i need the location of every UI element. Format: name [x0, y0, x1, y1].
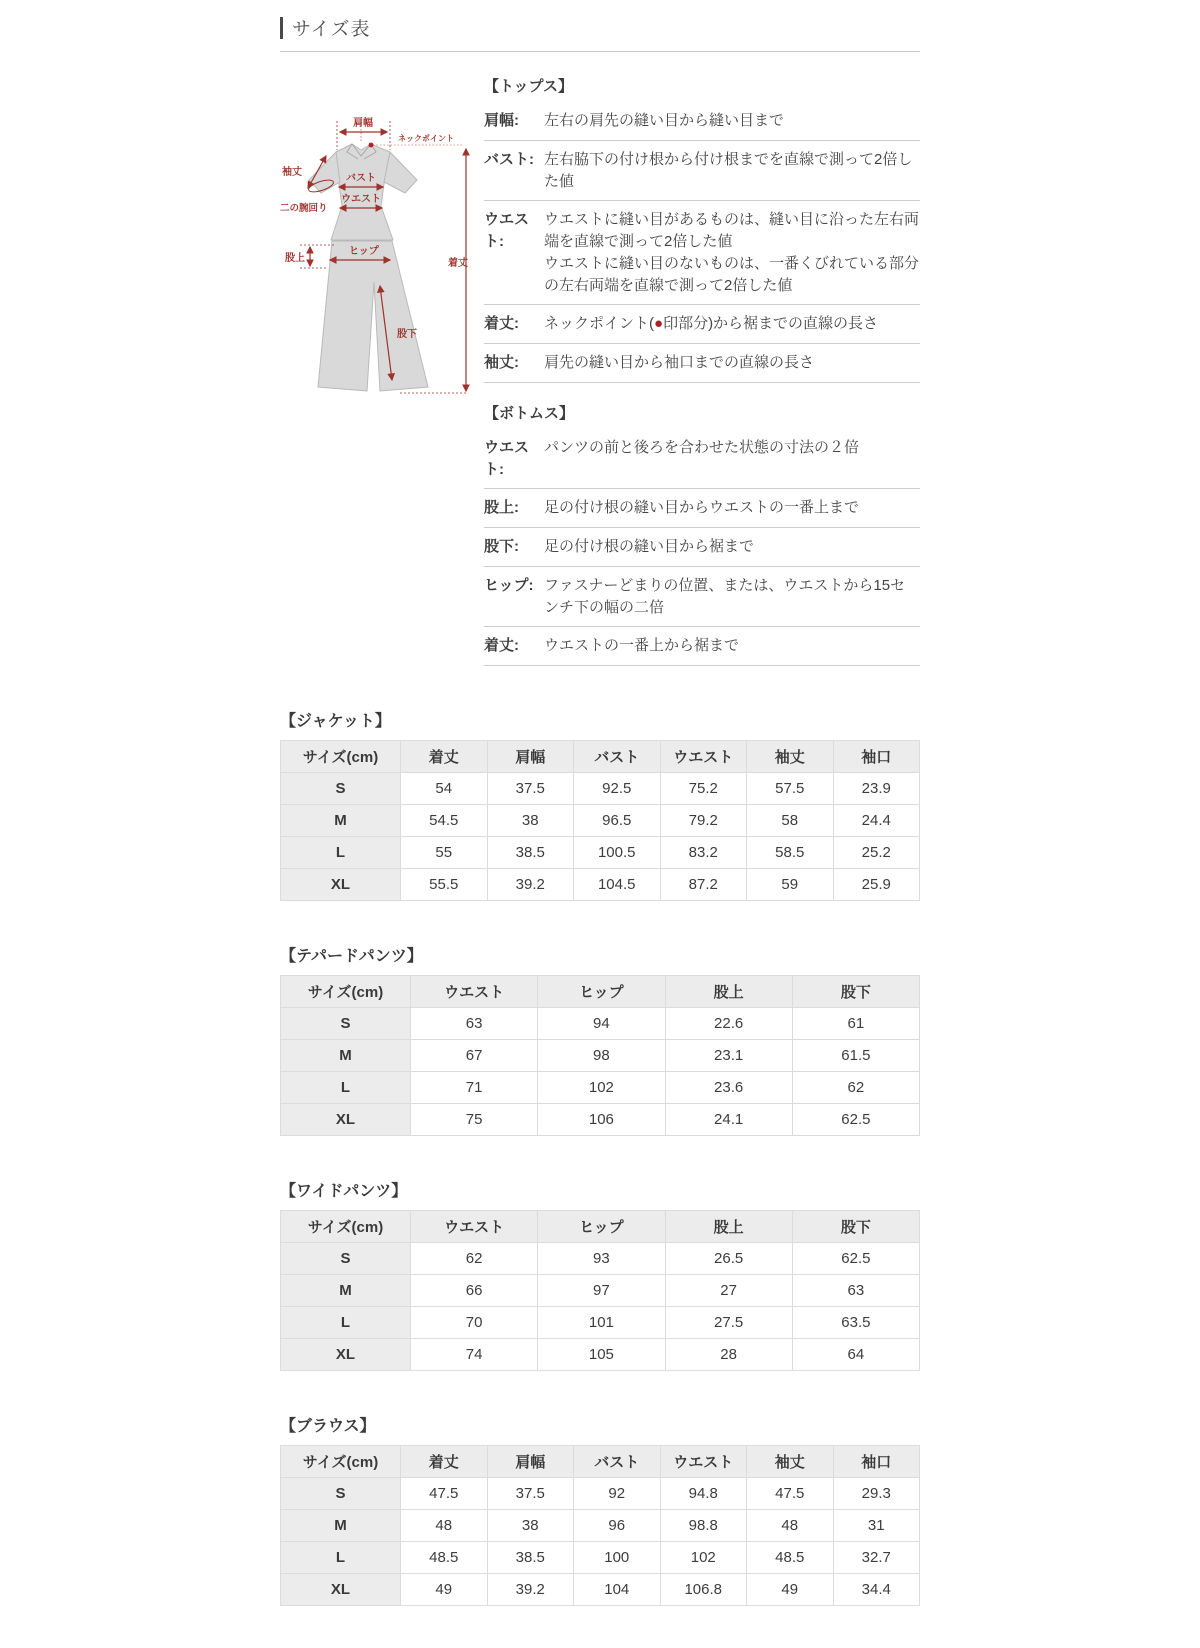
- wide-pants-size-table: [280, 1210, 920, 1371]
- measurement-cell: 96.5: [574, 805, 661, 837]
- measurement-cell: 102: [538, 1072, 665, 1104]
- measurement-diagram: [280, 70, 480, 666]
- measurement-cell: 22.6: [665, 1008, 792, 1040]
- measurement-column-header: ウエスト: [411, 976, 538, 1008]
- measurement-cell: 25.9: [833, 869, 920, 901]
- size-column-header: サイズ(cm): [281, 741, 401, 773]
- measurement-cell: 38: [487, 1510, 574, 1542]
- def-body-length-tops: [484, 305, 920, 344]
- measurement-column-header: 股下: [792, 976, 919, 1008]
- def-desc: ファスナーどまりの位置、または、ウエストから15センチ下の幅の二倍: [544, 576, 906, 616]
- measurement-cell: 96: [574, 1510, 661, 1542]
- measurement-column-header: 袖丈: [747, 741, 834, 773]
- def-term: 肩幅:: [484, 112, 519, 129]
- pants-silhouette: [318, 241, 428, 391]
- def-shoulder-width: [484, 102, 920, 141]
- diagram-label-body-length: 着丈: [448, 258, 468, 269]
- measurement-cell: 75.2: [660, 773, 747, 805]
- diagram-label-neck-point: ネックポイント: [398, 134, 454, 143]
- measurement-cell: 106.8: [660, 1574, 747, 1606]
- def-waist-tops: [484, 201, 920, 305]
- measurement-cell: 74: [411, 1339, 538, 1371]
- size-row-label: S: [281, 1008, 411, 1040]
- measurement-cell: 75: [411, 1104, 538, 1136]
- size-row-m: [281, 805, 920, 837]
- size-row-l: [281, 837, 920, 869]
- measurement-cell: 63.5: [792, 1307, 919, 1339]
- def-term: 袖丈:: [484, 354, 519, 371]
- measurement-cell: 54: [401, 773, 488, 805]
- def-desc: 左右脇下の付け根から付け根までを直線で測って2倍した値: [544, 150, 913, 190]
- size-row-label: L: [281, 837, 401, 869]
- def-inseam: [484, 528, 920, 567]
- def-desc-part: 印部分)から裾までの直線の長さ: [663, 315, 879, 333]
- def-desc: ウエストの一番上から裾まで: [544, 637, 740, 655]
- size-row-s: [281, 1243, 920, 1275]
- size-row-l: [281, 1307, 920, 1339]
- diagram-label-shoulder-width: 肩幅: [353, 118, 373, 129]
- def-desc: パンツの前と後ろを合わせた状態の寸法の２倍: [544, 438, 860, 456]
- measurement-cell: 71: [411, 1072, 538, 1104]
- measurement-column-header: バスト: [574, 1446, 661, 1478]
- measurement-column-header: ヒップ: [538, 976, 665, 1008]
- measurement-cell: 92: [574, 1478, 661, 1510]
- measurement-cell: 39.2: [487, 1574, 574, 1606]
- measurement-cell: 100.5: [574, 837, 661, 869]
- measurement-cell: 24.1: [665, 1104, 792, 1136]
- size-row-label: M: [281, 1275, 411, 1307]
- measurement-column-header: 着丈: [401, 1446, 488, 1478]
- diagram-label-upper-arm: 二の腕回り: [280, 203, 328, 214]
- measurement-cell: 94.8: [660, 1478, 747, 1510]
- blouse-table-block: [280, 1413, 920, 1606]
- measurement-column-header: ヒップ: [538, 1211, 665, 1243]
- red-dot-marker: ●: [654, 315, 664, 333]
- def-term: 着丈:: [484, 315, 519, 333]
- size-row-label: S: [281, 773, 401, 805]
- diagram-label-rise: 股上: [285, 253, 305, 264]
- size-row-s: [281, 773, 920, 805]
- tapered-pants-size-table: [280, 975, 920, 1136]
- jacket-table-block: [280, 708, 920, 901]
- size-row-xl: [281, 1104, 920, 1136]
- size-tables-section: [280, 708, 920, 1606]
- def-desc: [544, 209, 920, 296]
- size-row-label: L: [281, 1072, 411, 1104]
- measurement-cell: 106: [538, 1104, 665, 1136]
- size-row-m: [281, 1510, 920, 1542]
- measurement-cell: 55: [401, 837, 488, 869]
- measurement-cell: 48: [747, 1510, 834, 1542]
- measurement-cell: 27: [665, 1275, 792, 1307]
- measurement-column-header: 肩幅: [487, 741, 574, 773]
- page-header: [280, 14, 920, 52]
- measurement-cell: 61.5: [792, 1040, 919, 1072]
- measurement-cell: 27.5: [665, 1307, 792, 1339]
- size-row-label: XL: [281, 1574, 401, 1606]
- size-row-m: [281, 1040, 920, 1072]
- size-row-label: XL: [281, 1104, 411, 1136]
- measurement-cell: 23.9: [833, 773, 920, 805]
- size-row-label: XL: [281, 869, 401, 901]
- size-row-xl: [281, 1339, 920, 1371]
- right-sleeve: [384, 152, 417, 193]
- measurement-cell: 63: [411, 1008, 538, 1040]
- measurement-cell: 100: [574, 1542, 661, 1574]
- top-silhouette: [331, 144, 393, 240]
- measurement-cell: 64: [792, 1339, 919, 1371]
- size-row-m: [281, 1275, 920, 1307]
- measurement-cell: 39.2: [487, 869, 574, 901]
- measurement-cell: 49: [401, 1574, 488, 1606]
- def-bust: [484, 141, 920, 202]
- measurement-cell: 49: [747, 1574, 834, 1606]
- def-term: バスト:: [484, 150, 534, 168]
- measurement-column-header: 肩幅: [487, 1446, 574, 1478]
- table-title-wide-pants: 【ワイドパンツ】: [280, 1183, 408, 1200]
- measurement-cell: 94: [538, 1008, 665, 1040]
- measurement-cell: 26.5: [665, 1243, 792, 1275]
- measurement-cell: 34.4: [833, 1574, 920, 1606]
- size-column-header: サイズ(cm): [281, 976, 411, 1008]
- measurement-cell: 25.2: [833, 837, 920, 869]
- measurement-cell: 67: [411, 1040, 538, 1072]
- measurement-cell: 102: [660, 1542, 747, 1574]
- measurement-definitions: [484, 70, 920, 666]
- measurement-cell: 87.2: [660, 869, 747, 901]
- measurement-cell: 58.5: [747, 837, 834, 869]
- measurement-cell: 29.3: [833, 1478, 920, 1510]
- header-row: [281, 741, 920, 773]
- size-column-header: サイズ(cm): [281, 1446, 401, 1478]
- measurement-cell: 38.5: [487, 1542, 574, 1574]
- size-row-l: [281, 1072, 920, 1104]
- title-accent-bar: [280, 17, 283, 39]
- measurement-guide-section: [280, 70, 920, 666]
- measurement-cell: 23.6: [665, 1072, 792, 1104]
- measurement-cell: 98: [538, 1040, 665, 1072]
- diagram-label-bust: バスト: [346, 173, 376, 184]
- measurement-cell: 63: [792, 1275, 919, 1307]
- size-row-xl: [281, 869, 920, 901]
- def-term: 股上:: [484, 499, 519, 517]
- measurement-column-header: 股下: [792, 1211, 919, 1243]
- def-desc: 肩先の縫い目から袖口までの直線の長さ: [544, 354, 815, 371]
- header-row: [281, 976, 920, 1008]
- measurement-column-header: 股上: [665, 1211, 792, 1243]
- def-sleeve-length: [484, 344, 920, 383]
- def-term: 着丈:: [484, 637, 519, 655]
- measurement-cell: 97: [538, 1275, 665, 1307]
- measurement-cell: 61: [792, 1008, 919, 1040]
- size-row-s: [281, 1008, 920, 1040]
- measurement-cell: 47.5: [747, 1478, 834, 1510]
- measurement-cell: 24.4: [833, 805, 920, 837]
- size-row-label: L: [281, 1307, 411, 1339]
- measurement-cell: 101: [538, 1307, 665, 1339]
- size-row-label: M: [281, 1040, 411, 1072]
- measurement-cell: 66: [411, 1275, 538, 1307]
- size-row-xl: [281, 1574, 920, 1606]
- bottoms-definition-list: [484, 429, 920, 666]
- measurement-cell: 70: [411, 1307, 538, 1339]
- measurement-cell: 62: [411, 1243, 538, 1275]
- garment-diagram-svg: [280, 110, 480, 402]
- neck-point-dot: [369, 143, 374, 148]
- size-row-label: M: [281, 1510, 401, 1542]
- def-desc: [544, 313, 920, 335]
- measurement-column-header: バスト: [574, 741, 661, 773]
- measurement-cell: 32.7: [833, 1542, 920, 1574]
- def-desc: 左右の肩先の縫い目から縫い目まで: [544, 112, 785, 129]
- measurement-cell: 55.5: [401, 869, 488, 901]
- tops-definition-list: [484, 102, 920, 383]
- measurement-cell: 59: [747, 869, 834, 901]
- measurement-cell: 104: [574, 1574, 661, 1606]
- wide-pants-table-block: [280, 1178, 920, 1371]
- header-row: [281, 1211, 920, 1243]
- measurement-cell: 37.5: [487, 1478, 574, 1510]
- def-rise: [484, 489, 920, 528]
- measurement-cell: 47.5: [401, 1478, 488, 1510]
- size-row-s: [281, 1478, 920, 1510]
- size-row-l: [281, 1542, 920, 1574]
- def-term: 股下:: [484, 538, 519, 555]
- table-title-jacket: 【ジャケット】: [280, 713, 391, 730]
- measurement-cell: 48: [401, 1510, 488, 1542]
- size-row-label: L: [281, 1542, 401, 1574]
- diagram-label-hip: ヒップ: [349, 246, 379, 257]
- page-title: サイズ表: [292, 19, 371, 40]
- blouse-size-table: [280, 1445, 920, 1606]
- def-desc: 足の付け根の縫い目からウエストの一番上まで: [544, 499, 860, 517]
- measurement-cell: 48.5: [747, 1542, 834, 1574]
- def-desc-part: ネックポイント(: [544, 315, 654, 333]
- tops-heading: 【トップス】: [484, 78, 573, 95]
- def-desc-line: ウエストに縫い目があるものは、縫い目に沿った左右両端を直線で測って2倍した値: [544, 211, 920, 250]
- measurement-cell: 83.2: [660, 837, 747, 869]
- measurement-cell: 38: [487, 805, 574, 837]
- measurement-cell: 62.5: [792, 1243, 919, 1275]
- size-row-label: S: [281, 1478, 401, 1510]
- measurement-cell: 57.5: [747, 773, 834, 805]
- diagram-label-inseam: 股下: [397, 329, 417, 340]
- def-desc: 足の付け根の縫い目から裾まで: [544, 538, 755, 555]
- size-row-label: XL: [281, 1339, 411, 1371]
- measurement-column-header: ウエスト: [411, 1211, 538, 1243]
- measurement-cell: 79.2: [660, 805, 747, 837]
- def-waist-bottoms: [484, 429, 920, 490]
- def-hip: [484, 567, 920, 628]
- measurement-cell: 105: [538, 1339, 665, 1371]
- measurement-cell: 62.5: [792, 1104, 919, 1136]
- size-row-label: S: [281, 1243, 411, 1275]
- measurement-cell: 62: [792, 1072, 919, 1104]
- bottoms-heading: 【ボトムス】: [484, 404, 575, 422]
- table-title-blouse: 【ブラウス】: [280, 1418, 376, 1435]
- measurement-cell: 28: [665, 1339, 792, 1371]
- def-body-length-bottoms: [484, 627, 920, 666]
- measurement-column-header: 袖口: [833, 1446, 920, 1478]
- measurement-cell: 23.1: [665, 1040, 792, 1072]
- jacket-size-table: [280, 740, 920, 901]
- measurement-column-header: ウエスト: [660, 741, 747, 773]
- measurement-cell: 48.5: [401, 1542, 488, 1574]
- measurement-cell: 93: [538, 1243, 665, 1275]
- measurement-cell: 104.5: [574, 869, 661, 901]
- measurement-column-header: 着丈: [401, 741, 488, 773]
- measurement-cell: 31: [833, 1510, 920, 1542]
- measurement-cell: 92.5: [574, 773, 661, 805]
- measurement-cell: 58: [747, 805, 834, 837]
- size-row-label: M: [281, 805, 401, 837]
- measurement-cell: 54.5: [401, 805, 488, 837]
- measurement-column-header: 袖口: [833, 741, 920, 773]
- table-title-tapered-pants: 【テパードパンツ】: [280, 948, 423, 965]
- def-term: ヒップ:: [484, 576, 534, 594]
- measurement-cell: 38.5: [487, 837, 574, 869]
- measurement-cell: 98.8: [660, 1510, 747, 1542]
- size-column-header: サイズ(cm): [281, 1211, 411, 1243]
- diagram-label-sleeve-length: 袖丈: [282, 167, 302, 178]
- header-row: [281, 1446, 920, 1478]
- diagram-label-waist: ウエスト: [341, 194, 381, 205]
- measurement-column-header: ウエスト: [660, 1446, 747, 1478]
- def-term: ウエスト:: [484, 211, 530, 250]
- measurement-column-header: 股上: [665, 976, 792, 1008]
- tapered-pants-table-block: [280, 943, 920, 1136]
- measurement-cell: 37.5: [487, 773, 574, 805]
- def-desc-line: ウエストに縫い目のないものは、一番くびれている部分の左右両端を直線で測って2倍した値: [544, 254, 920, 294]
- def-term: ウエスト:: [484, 438, 530, 478]
- measurement-column-header: 袖丈: [747, 1446, 834, 1478]
